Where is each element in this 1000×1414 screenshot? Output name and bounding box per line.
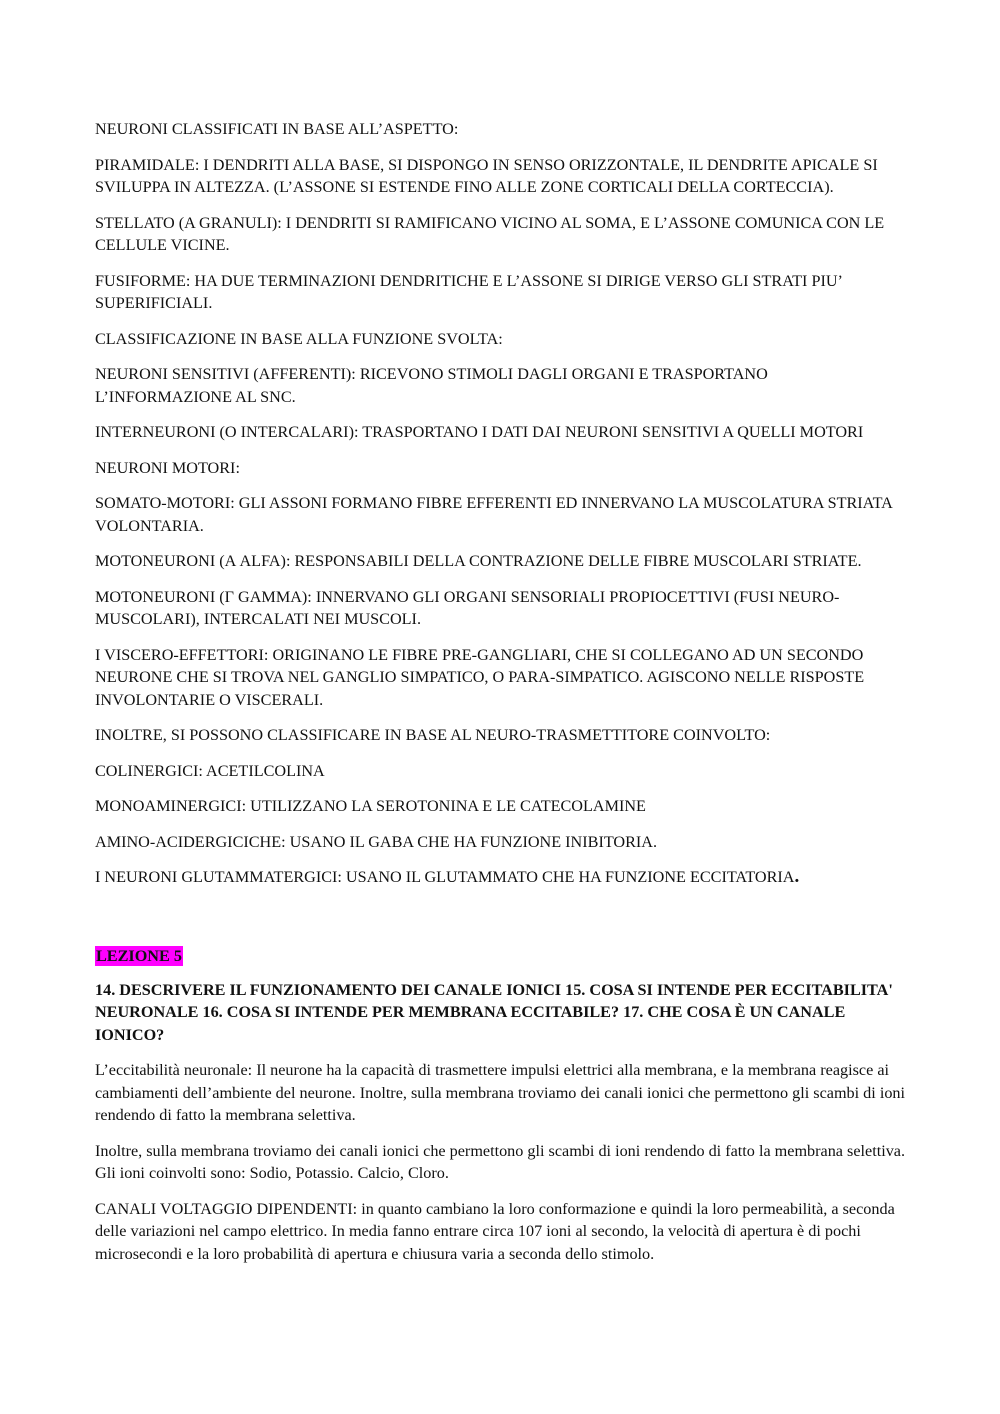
question-heading: 14. DESCRIVERE IL FUNZIONAMENTO DEI CANALE IONICI 15. COSA SI INTENDE PER ECCITABILITA' NEURONALE 16. COSA SI INTENDE PER MEMBRANA ECCITABILE? 17. CHE COSA È UN CANALE IONICO? bbox=[95, 980, 893, 1044]
lesson-label-row bbox=[95, 946, 907, 979]
heading-classification-neurotransmitter: INOLTRE, SI POSSONO CLASSIFICARE IN BASE AL NEURO-TRASMETTITORE COINVOLTO: bbox=[95, 726, 771, 744]
paragraph-eccitabilita: L’eccitabilità neuronale: Il neurone ha la capacità di trasmettere impulsi elettrici alla membrana, e la membrana reagisce ai cambiamenti dell’ambiente del neurone. Inoltre, sulla membrana troviamo dei canali ionici che permettono gli scambi di ioni rendendo di fatto la membrana selettiva. bbox=[95, 1061, 906, 1124]
paragraph-motoneuroni-gamma: MOTONEURONI (Γ GAMMA): INNERVANO GLI ORGANI SENSORIALI PROPIOCETTIVI (FUSI NEURO-MUSCOLARI), INTERCALATI NEI MUSCOLI. bbox=[95, 587, 840, 628]
paragraph-piramidale: PIRAMIDALE: I DENDRITI ALLA BASE, SI DISPONGO IN SENSO ORIZZONTALE, IL DENDRITE APICALE SI SVILUPPA IN ALTEZZA. (L’ASSONE SI ESTENDE FINO ALLE ZONE CORTICALI DELLA CORTECCIA). bbox=[95, 155, 878, 196]
paragraph-somato-motori: SOMATO-MOTORI: GLI ASSONI FORMANO FIBRE EFFERENTI ED INNERVANO LA MUSCOLATURA STRIATA VOLONTARIA. bbox=[95, 494, 892, 535]
paragraph-stellato: STELLATO (A GRANULI): I DENDRITI SI RAMIFICANO VICINO AL SOMA, E L’ASSONE COMUNICA CON LE CELLULE VICINE. bbox=[95, 213, 885, 254]
heading-classification-appearance: NEURONI CLASSIFICATI IN BASE ALL’ASPETTO: bbox=[95, 120, 459, 138]
paragraph-amino-acidergiche: AMINO-ACIDERGICICHE: USANO IL GABA CHE HA FUNZIONE INIBITORIA. bbox=[95, 832, 658, 851]
heading-neuroni-motori: NEURONI MOTORI: bbox=[95, 458, 240, 477]
paragraph-motoneuroni-alfa: MOTONEURONI (Α ALFA): RESPONSABILI DELLA CONTRAZIONE DELLE FIBRE MUSCOLARI STRIATE. bbox=[95, 552, 862, 570]
heading-classification-function: CLASSIFICAZIONE IN BASE ALLA FUNZIONE SVOLTA: bbox=[95, 329, 503, 348]
paragraph-neuroni-sensitivi: NEURONI SENSITIVI (AFFERENTI): RICEVONO STIMOLI DAGLI ORGANI E TRASPORTANO L’INFORMAZIONE AL SNC. bbox=[95, 365, 768, 406]
paragraph-colinergici: COLINERGICI: ACETILCOLINA bbox=[95, 761, 325, 780]
paragraph-fusiforme: FUSIFORME: HA DUE TERMINAZIONI DENDRITICHE E L’ASSONE SI DIRIGE VERSO GLI STRATI PIU’ SUPERIFICIALI. bbox=[95, 271, 842, 312]
paragraph-viscero-effettori: I VISCERO-EFFETTORI: ORIGINANO LE FIBRE PRE-GANGLIARI, CHE SI COLLEGANO AD UN SECONDO NEURONE CHE SI TROVA NEL GANGLIO SIMPATICO, O PARA-SIMPATICO. AGISCONO NELLE RISPOSTE INVOLONTARIE O VISCERALI. bbox=[95, 645, 865, 709]
section-spacer bbox=[95, 902, 907, 946]
glutammatergici-text: I NEURONI GLUTAMMATERGICI: USANO IL GLUTAMMATO CHE HA FUNZIONE ECCITATORIA bbox=[95, 868, 795, 886]
document-page bbox=[95, 118, 907, 1278]
paragraph-interneuroni: INTERNEURONI (O INTERCALARI): TRASPORTANO I DATI DAI NEURONI SENSITIVI A QUELLI MOTORI bbox=[95, 423, 864, 441]
paragraph-canali-ionici: Inoltre, sulla membrana troviamo dei canali ionici che permettono gli scambi di ioni rendendo di fatto la membrana selettiva. Gli ioni coinvolti sono: Sodio, Potassio. Calcio, Cloro. bbox=[95, 1141, 906, 1182]
paragraph-canali-voltaggio: CANALI VOLTAGGIO DIPENDENTI: in quanto cambiano la loro conformazione e quindi la loro permeabilità, a seconda delle variazioni nel campo elettrico. In media fanno entrare circa 107 ioni al secondo, la velocità di apertura è di pochi microsecondi e la loro probabilità di apertura e chiusura varia a seconda dello stimolo. bbox=[95, 1199, 895, 1263]
glutammatergici-period: . bbox=[794, 866, 800, 887]
paragraph-glutammatergici bbox=[95, 866, 907, 889]
lesson-label: LEZIONE 5 bbox=[96, 946, 182, 965]
paragraph-monoaminergici: MONOAMINERGICI: UTILIZZANO LA SEROTONINA E LE CATECOLAMINE bbox=[95, 797, 646, 815]
